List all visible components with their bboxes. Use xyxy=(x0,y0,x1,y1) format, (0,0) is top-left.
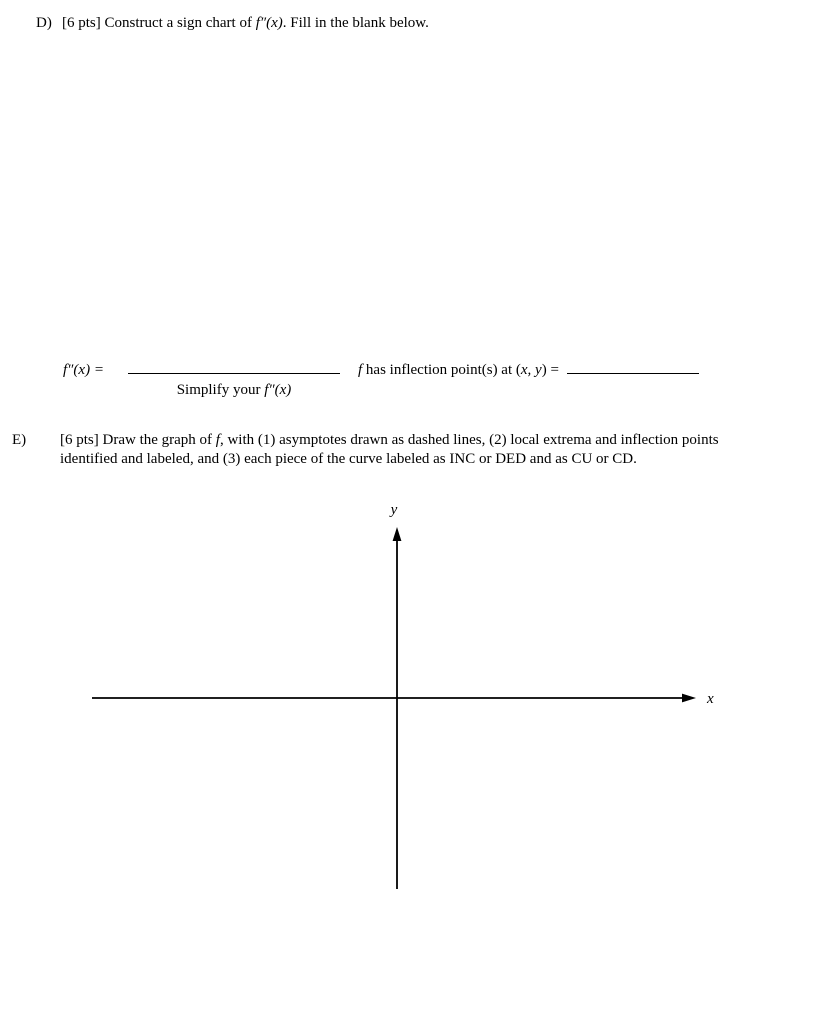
simplify-caption-text: Simplify your xyxy=(176,382,265,398)
question-e-text-pre: [6 pts] Draw the graph of xyxy=(60,432,216,448)
question-d-text-pre: [6 pts] Construct a sign chart of xyxy=(62,15,256,31)
question-e-text-post: , with (1) asymptotes drawn as dashed lines, (2) local extrema and inflection points xyxy=(219,432,719,448)
inflection-vars-math: x, y xyxy=(520,362,542,378)
fpp-equals-math: f″(x) = xyxy=(63,362,104,378)
question-e-math: f xyxy=(215,432,220,448)
simplify-caption-math: f″(x) xyxy=(264,382,292,398)
question-d-math: f″(x) xyxy=(255,15,283,31)
x-axis-label: x xyxy=(707,691,714,707)
y-axis-label: y xyxy=(390,502,398,518)
x-axis-arrow-icon xyxy=(682,694,696,703)
y-axis-arrow-icon xyxy=(393,527,402,541)
question-d-text-post: . Fill in the blank below. xyxy=(282,15,429,31)
question-e-line2: identified and labeled, and (3) each piece of the curve labeled as INC or DED and as CU or CD. xyxy=(60,451,637,467)
inflection-text-pre: has inflection point(s) at ( xyxy=(362,362,521,378)
inflection-f-math: f xyxy=(358,362,363,378)
question-e-label: E) xyxy=(12,432,27,448)
question-d-label: D) xyxy=(36,15,52,31)
inflection-text-post: ) = xyxy=(541,362,559,378)
